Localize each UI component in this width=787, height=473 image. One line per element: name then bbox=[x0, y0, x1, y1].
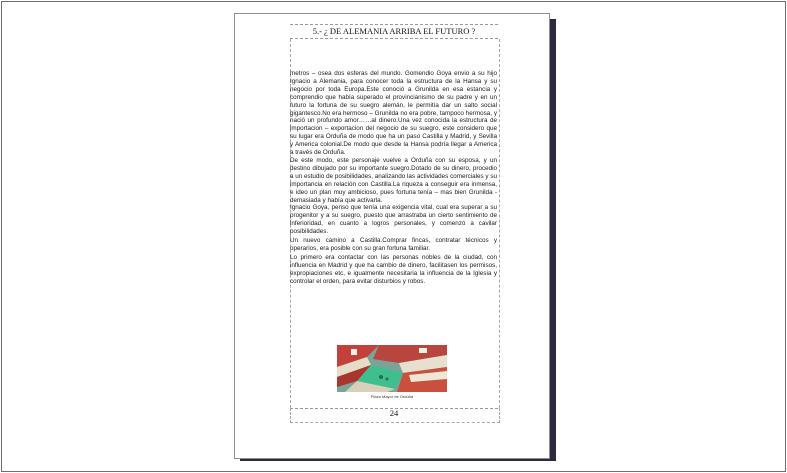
figure-caption: Plaza Mayor de Orduña bbox=[370, 394, 414, 399]
paragraph-1: metros – osea dos esferas del mundo. Gomendio Goya envio a su hijo Ignacio a Alemania, para conocer toda la estructura de la Hansa y su negocio por toda Europa.Este conoció a Grunilda en esa estancia y comprendio que había superado el provincianismo de su padre y en un futuro la fortuna de su suegro alemán, le permitía dar un salto social gigantesco.No era hermoso – Grunilda no era pobre, tampoco hermosa, y nació un profundo amor……al dinero.Una vez conocida la estructura de importacion – exportacion del negocio de su suegro, este considero que su lugar era Orduña de modo que ha un paso Castilla y Madrid, y Sevilla y America colonial.De modo que desde la Hansa podría llegar a America a través de Orduña. bbox=[290, 70, 497, 157]
paragraph-3: Ignacio Goya, penso que tenía una exigencia vital, cual era superar a su progenitor y a su suegro, puesto que arrastraba un cierto sentimiento de inferioridad, en cuanto a logros personales, y comenzó a cavilar posibilidades. bbox=[290, 204, 497, 236]
paragraph-4: Un nuevo camino a Castilla.Comprar fincas, contratar técnicos y operarios, era posible con su gran fortuna familiar. bbox=[290, 237, 497, 252]
body-text bbox=[290, 70, 497, 285]
page-number: 24 bbox=[389, 408, 399, 418]
plaza-illustration bbox=[337, 345, 447, 392]
header-top-guide bbox=[290, 24, 498, 25]
paragraph-5: Lo primero era contactar con las personas nobles de la ciudad, con influencia en Madrid y que ha cambio de dinero, facilitasen los permisos, expropiaciones etc, e igualmente necesitaria la influencia de la Iglesia y controlar el orden, para evitar disturbios y robos. bbox=[290, 253, 497, 285]
page-header: 5.- ¿ DE ALEMANIA ARRIBA EL FUTURO ? bbox=[312, 26, 476, 36]
paragraph-2: De este modo, este personaje vuelve a Orduña con su esposa, y un destino dibujado por su importante suegro.Dotado de su dinero, procedio a un estudio de posibilidades, analizando las actividades comerciales y su importancia en relación con Castilla.La riqueza a conseguir era inmensa, e ideo un plan muy ambicioso, pues fortuna tenía – mas bien Grunilda - demasiada y había que activarla. bbox=[290, 156, 497, 204]
document-page bbox=[234, 13, 550, 459]
footer-guide bbox=[290, 408, 500, 423]
